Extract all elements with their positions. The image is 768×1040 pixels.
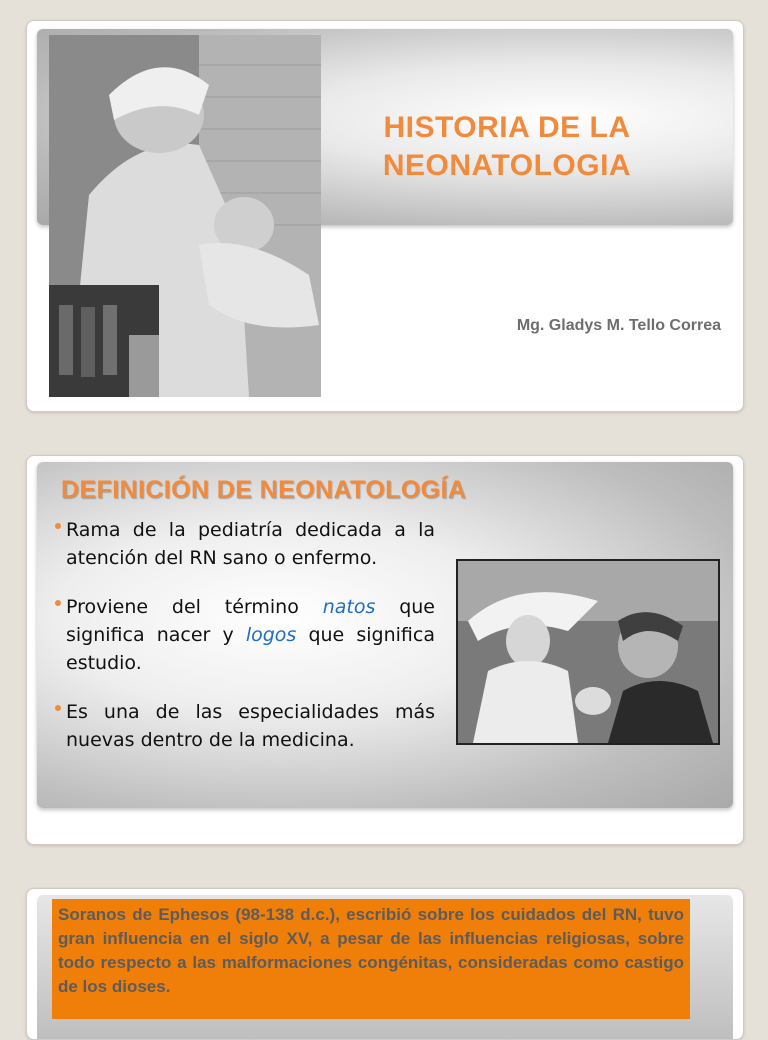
presentation-title (327, 109, 687, 185)
term-logos: logos (245, 624, 297, 646)
bullet-item (55, 593, 435, 677)
orange-dot-bullet-icon (55, 705, 61, 711)
definition-bullets (55, 516, 435, 775)
bullet-text: Rama de la pediatría dedicada a la atención del RN sano o enfermo. (66, 519, 435, 569)
title-line-2: NEONATOLOGIA (382, 149, 632, 182)
bullet-text-mid: que significa nacer y (66, 596, 435, 646)
soranos-textbox: Soranos de Ephesos (98-138 d.c.), escribió sobre los cuidados del RN, tuvo gran influencia en el siglo XV, a pesar de las influencias religiosas, sobre todo respecto a las malformaciones congénitas, consideradas como castigo de los dioses. (52, 899, 690, 1019)
slide-definition (26, 455, 744, 845)
bullet-text: Es una de las especialidades más nuevas dentro de la medicina. (66, 701, 435, 751)
nurse-with-baby-photo (49, 35, 321, 397)
bullet-text-pre: Proviene del término (66, 596, 323, 618)
slide-title (26, 20, 744, 412)
orange-dot-bullet-icon (55, 523, 61, 529)
bullet-item (55, 516, 435, 572)
term-natos: natos (322, 596, 376, 618)
slide-history (26, 888, 744, 1040)
definition-heading: DEFINICIÓN DE NEONATOLOGÍA (61, 476, 467, 504)
bullet-item (55, 698, 435, 754)
title-line-1: HISTORIA DE LA (383, 111, 631, 144)
bullet-text-post: que significa estudio. (66, 624, 435, 674)
author-name: Mg. Gladys M. Tello Correa (516, 317, 721, 334)
nun-and-mother-photo (456, 559, 720, 745)
orange-dot-bullet-icon (55, 600, 61, 606)
